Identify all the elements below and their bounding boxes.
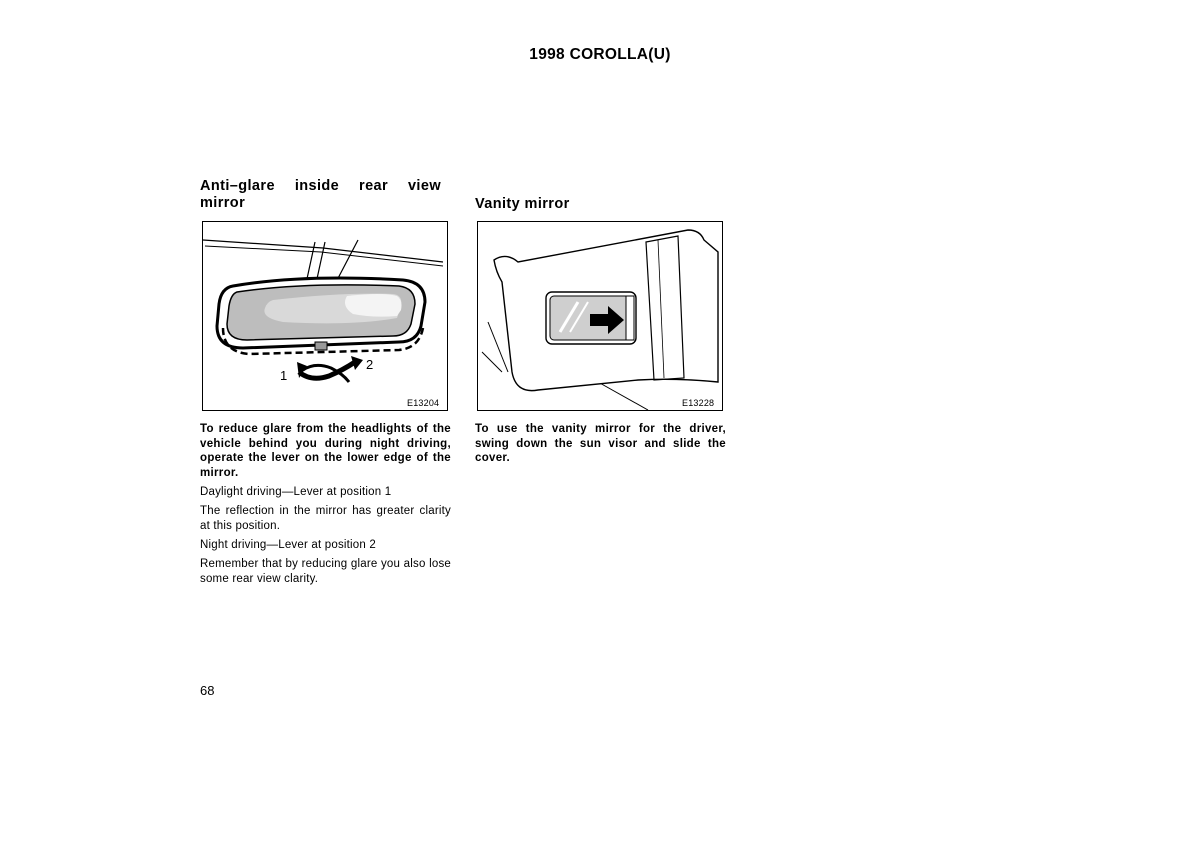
section-heading-vanity-mirror: Vanity mirror bbox=[475, 196, 570, 212]
position-label-2: 2 bbox=[366, 357, 374, 372]
position-label-1: 1 bbox=[280, 368, 288, 383]
intro-paragraph: To use the vanity mirror for the driver, swing down the sun visor and slide the cover. bbox=[475, 423, 726, 465]
sun-visor-drawing bbox=[478, 222, 722, 410]
figure-code: E13204 bbox=[407, 398, 440, 408]
rear-view-mirror-drawing bbox=[203, 222, 447, 410]
document-header: 1998 COROLLA(U) bbox=[529, 46, 671, 63]
paragraph: Night driving—Lever at position 2 bbox=[200, 539, 376, 551]
paragraph: Daylight driving—Lever at position 1 bbox=[200, 486, 392, 498]
heading-line-1: Anti–glare inside rear view bbox=[200, 178, 441, 194]
section-heading-anti-glare bbox=[200, 178, 441, 212]
intro-paragraph: To reduce glare from the headlights of the vehicle behind you during night driving, operate the lever on the lower edge of the mirror. bbox=[200, 423, 451, 479]
figure-code: E13228 bbox=[682, 398, 715, 408]
rear-view-mirror-illustration bbox=[202, 221, 448, 411]
vanity-mirror-illustration bbox=[477, 221, 723, 411]
heading-line-2: mirror bbox=[200, 195, 246, 211]
paragraph: Remember that by reducing glare you also lose some rear view clarity. bbox=[200, 558, 451, 585]
page-number: 68 bbox=[200, 683, 215, 698]
paragraph: The reflection in the mirror has greater clarity at this position. bbox=[200, 505, 451, 532]
